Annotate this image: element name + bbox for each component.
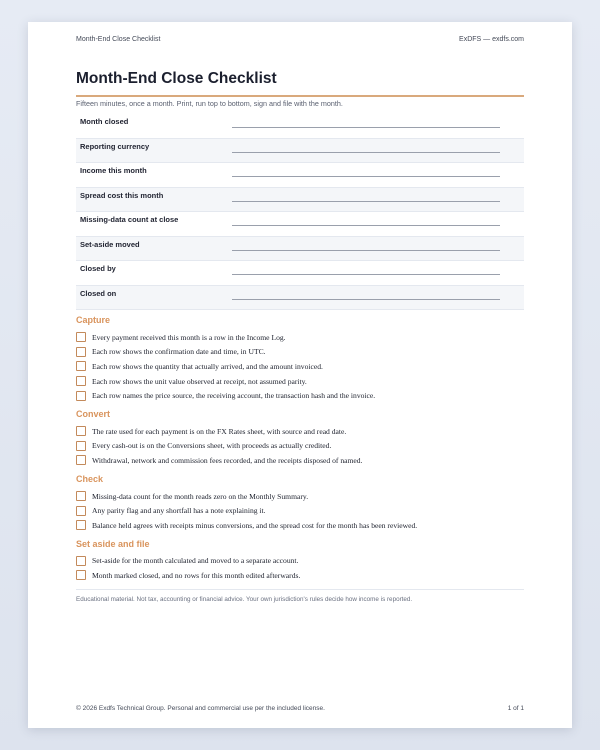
checklist-item-text: Every payment received this month is a row in the Income Log. <box>92 332 286 342</box>
page-number: 1 of 1 <box>507 705 524 712</box>
field-blank-line[interactable] <box>232 201 500 202</box>
checkbox[interactable] <box>76 520 86 530</box>
checkbox[interactable] <box>76 376 86 386</box>
checklist-item <box>76 359 524 374</box>
field-row-set-aside <box>76 237 524 262</box>
checklist-item-text: Withdrawal, network and commission fees recorded, and the receipts disposed of named. <box>92 455 363 465</box>
checklist-page <box>28 22 572 728</box>
checklist-item-text: Each row shows the quantity that actually arrived, and the amount invoiced. <box>92 361 323 371</box>
checklist-item <box>76 518 524 533</box>
checklist-item-text: Month marked closed, and no rows for this month edited afterwards. <box>92 570 301 580</box>
checklist-item <box>76 345 524 360</box>
page-header <box>76 36 524 43</box>
field-row-missing-data <box>76 212 524 237</box>
page-subtitle: Fifteen minutes, once a month. Print, run top to bottom, sign and file with the month. <box>76 99 343 108</box>
field-row-income <box>76 163 524 188</box>
field-row-month-closed <box>76 114 524 139</box>
field-label: Closed by <box>80 264 116 274</box>
field-blank-line[interactable] <box>232 299 500 300</box>
checklist-item <box>76 388 524 403</box>
section-title: Convert <box>76 408 111 419</box>
checkbox[interactable] <box>76 361 86 371</box>
checklist-sections <box>76 314 524 588</box>
field-blank-line[interactable] <box>232 225 500 226</box>
field-label: Reporting currency <box>80 141 150 151</box>
checklist-item-text: Set-aside for the month calculated and moved to a separate account. <box>92 556 299 566</box>
field-row-spread-cost <box>76 188 524 213</box>
checklist-item-text: The rate used for each payment is on the FX Rates sheet, with source and read date. <box>92 426 347 436</box>
field-label: Missing-data count at close <box>80 215 179 225</box>
page-title: Month-End Close Checklist <box>76 70 277 87</box>
checklist-item-text: Each row shows the unit value observed at receipt, not assumed parity. <box>92 376 307 386</box>
checklist-item <box>76 489 524 504</box>
section-title: Capture <box>76 315 111 325</box>
checkbox[interactable] <box>76 441 86 451</box>
field-label: Income this month <box>80 166 147 176</box>
checklist-item <box>76 330 524 345</box>
checklist-item-text: Every cash-out is on the Conversions sheet, with proceeds as actually credited. <box>92 441 332 451</box>
checklist-item <box>76 554 524 569</box>
field-label: Set-aside moved <box>80 239 140 249</box>
checkbox[interactable] <box>76 347 86 357</box>
section-title: Check <box>76 473 104 484</box>
header-doc-name: Month-End Close Checklist <box>76 36 161 43</box>
checklist-item <box>76 503 524 518</box>
field-label: Spread cost this month <box>80 190 164 200</box>
field-row-closed-on <box>76 286 524 311</box>
section-check <box>76 473 524 533</box>
checkbox[interactable] <box>76 491 86 501</box>
checkbox[interactable] <box>76 391 86 401</box>
checklist-item-text: Any parity flag and any shortfall has a note explaining it. <box>92 506 266 516</box>
checklist-item-text: Each row names the price source, the receiving account, the transaction hash and the invoice. <box>92 391 376 401</box>
checkbox[interactable] <box>76 570 86 580</box>
field-blank-line[interactable] <box>232 152 500 153</box>
copyright: © 2026 Exdfs Technical Group. Personal and commercial use per the included license. <box>76 705 325 712</box>
checkbox[interactable] <box>76 556 86 566</box>
field-row-reporting-currency <box>76 139 524 164</box>
checklist-item <box>76 374 524 389</box>
field-blank-line[interactable] <box>232 127 500 128</box>
field-label: Month closed <box>80 117 129 127</box>
checkbox[interactable] <box>76 455 86 465</box>
field-table <box>76 114 524 310</box>
section-convert <box>76 408 524 468</box>
disclaimer: Educational material. Not tax, accounting or financial advice. Your own jurisdiction's rules decide how income is reported. <box>76 596 413 603</box>
checklist-item-text: Each row shows the confirmation date and time, in UTC. <box>92 347 266 357</box>
checklist-item <box>76 453 524 468</box>
title-rule <box>76 95 524 97</box>
checklist-item <box>76 439 524 454</box>
disclaimer-divider <box>76 589 524 590</box>
checklist-item <box>76 424 524 439</box>
field-blank-line[interactable] <box>232 250 500 251</box>
field-label: Closed on <box>80 288 117 298</box>
checkbox[interactable] <box>76 506 86 516</box>
section-capture <box>76 314 524 403</box>
checklist-item-text: Missing-data count for the month reads zero on the Monthly Summary. <box>92 491 309 501</box>
checkbox[interactable] <box>76 332 86 342</box>
checklist-item <box>76 568 524 583</box>
section-set-aside-and-file <box>76 538 524 583</box>
field-blank-line[interactable] <box>232 176 500 177</box>
section-title: Set aside and file <box>76 538 150 549</box>
header-site: ExDFS — exdfs.com <box>459 36 524 43</box>
checkbox[interactable] <box>76 426 86 436</box>
field-blank-line[interactable] <box>232 274 500 275</box>
field-row-closed-by <box>76 261 524 286</box>
page-footer <box>76 705 524 712</box>
checklist-item-text: Balance held agrees with receipts minus conversions, and the spread cost for the month has been reviewed. <box>92 520 418 530</box>
